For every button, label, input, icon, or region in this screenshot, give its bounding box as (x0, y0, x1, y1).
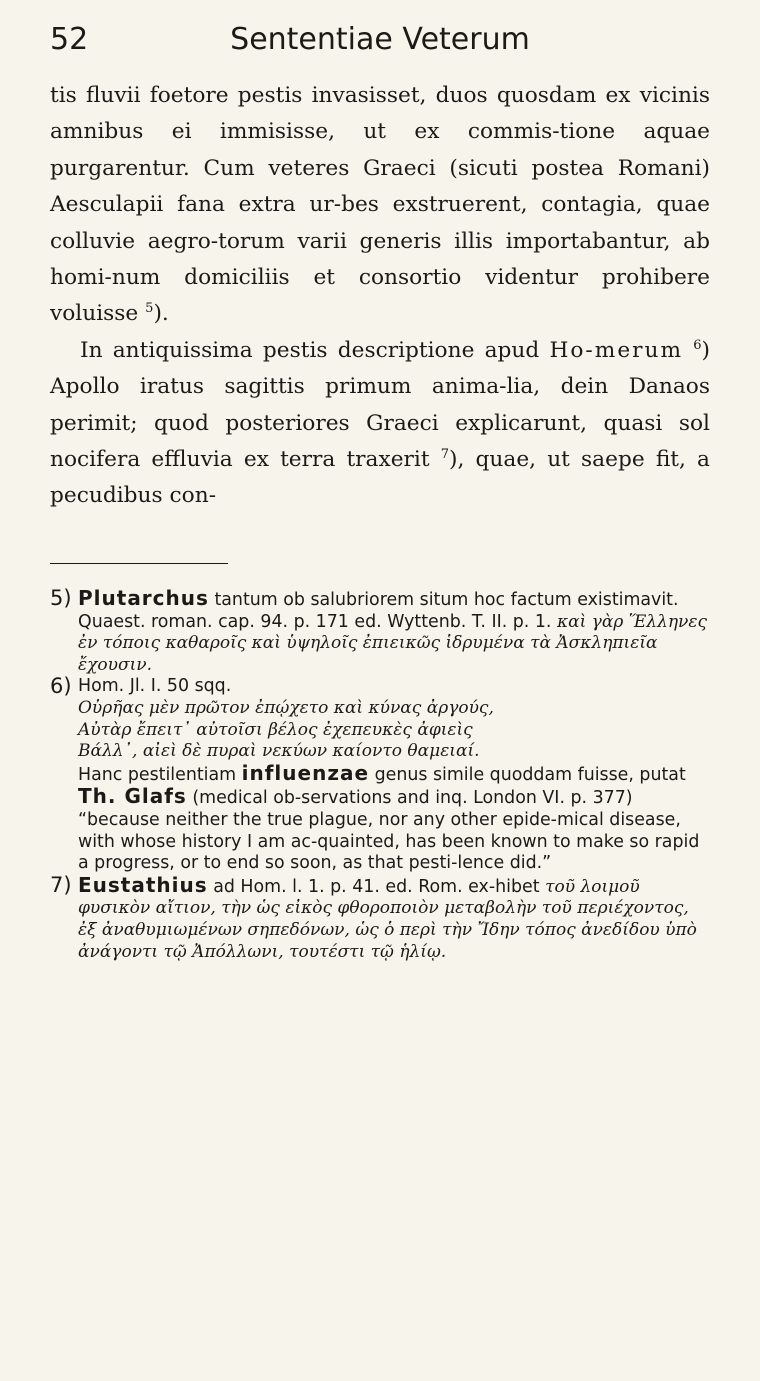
footnote-ref-5[interactable]: 5 (145, 301, 154, 317)
page-number: 52 (50, 22, 89, 57)
paragraph-2-text-c: ), quae, ut saepe fit, a pecudibus con- (50, 447, 710, 509)
footnote-5 (50, 588, 710, 676)
footnote-reference: Hom. Jl. I. 50 sqq. (78, 676, 232, 697)
author-homer: Ho-merum (549, 337, 684, 363)
paragraph-1 (50, 78, 710, 333)
influenzae-term: influenzae (241, 760, 370, 785)
footnote-number: 6) (50, 674, 72, 699)
footnote-author: Eustathius (78, 872, 208, 897)
footnote-text-b: genus simile quoddam fuisse, putat (374, 764, 686, 785)
greek-verse-3: Βάλλ᾽, αἰεὶ δὲ πυραὶ νεκύων καίοντο θαμειαί. (78, 741, 480, 762)
greek-quotation: καὶ γὰρ Ἕλληνες ἐν τόποις καθαροῖς καὶ ὑψηλοῖς ἐπιεικῶς ἱδρυμένα τὰ Ἀσκληπιεῖα ἔχουσιν. (78, 611, 708, 675)
greek-verse-1: Οὐρῆας μὲν πρῶτον ἐπῴχετο καὶ κύνας ἀργούς, (78, 697, 494, 718)
footnote-ref-6[interactable]: 6 (693, 337, 702, 353)
paragraph-1-text: tis fluvii foetore pestis invasisset, duos quosdam ex vicinis amnibus ei immisisse, ut ex commis-tione aquae purgarentur. Cum veteres Graeci (sicuti postea Romani) Aesculapii fana extra ur-bes exstruerent, contagia, quae colluvie aegro-torum varii generis illis importabantur, ab homi-num domiciliis et consortio videntur prohibere voluisse (50, 83, 710, 327)
paragraph-2-text-a: In antiquissima pestis descriptione apud (80, 337, 540, 363)
footnote-ref-7[interactable]: 7 (440, 446, 450, 462)
greek-verse-2: Αὐτὰρ ἔπειτ᾽ αὐτοῖσι βέλος ἐχεπευκὲς ἀφιεὶς (78, 719, 473, 740)
footnote-author: Plutarchus (78, 586, 209, 610)
footnote-text: tantum ob salubriorem situm hoc factum existimavit. Quaest. roman. cap. 94. p. 171 ed. Wyttenb. T. II. p. 1. (78, 590, 679, 632)
footnote-text: ad Hom. l. 1. p. 41. ed. Rom. ex-hibet (213, 876, 540, 897)
footnote-7 (50, 872, 710, 963)
paragraph-2-text-b: ) Apollo iratus sagittis primum anima-lia, dein Danaos perimit; quod posteriores Graeci explicarunt, quasi sol nocifera effluvia ex terra traxerit (50, 337, 710, 473)
footnote-number: 7) (50, 872, 72, 897)
footnotes (50, 588, 710, 963)
paragraph-1-end: ). (153, 301, 169, 327)
footnote-text-c: (medical ob-servations and inq. London VI. p. 377) “because neither the true plague, nor any other epide-mical disease, with whose history I am ac-quainted, has been known to make so rapid a progress, or to end so soon, as that pesti-lence did.” (78, 788, 700, 874)
footnote-divider (50, 563, 228, 564)
footnote-6 (50, 676, 710, 874)
running-title: Sententiae Veterum (230, 22, 530, 57)
page-header (50, 20, 710, 60)
footnote-number: 5) (50, 586, 72, 610)
greek-quotation: τοῦ λοιμοῦ φυσικὸν αἴτιον, τὴν ὡς εἰκὸς φθοροποιὸν μεταβολὴν τοῦ περιέχοντος, ἐξ ἀναθυμιωμένων σηπεδόνων, ὡς ὁ περὶ τὴν Ἴδην τόπος ἀνεδίδου ὑπὸ ἀνάγοντι τῷ Ἀπόλλωνι, τουτέστι τῷ ἡλίῳ. (78, 876, 697, 962)
footnote-text-a: Hanc pestilentiam (78, 764, 237, 785)
author-glass: Th. Glafs (78, 784, 187, 809)
paragraph-2 (50, 333, 710, 515)
main-text (50, 78, 710, 515)
